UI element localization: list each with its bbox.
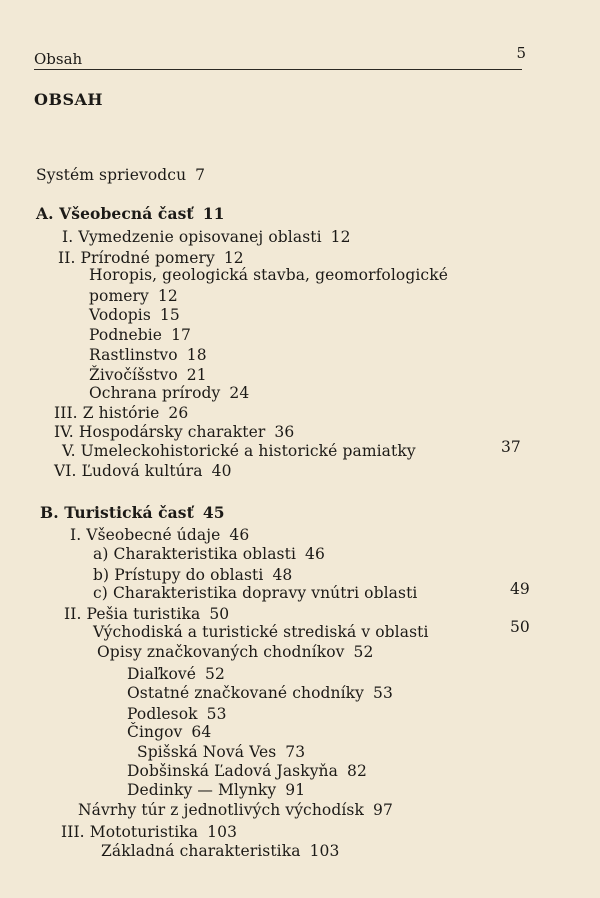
toc-section: B. Turistická časť 45 bbox=[40, 503, 225, 522]
toc-entry: Živočíšstvo 21 bbox=[89, 366, 207, 384]
toc-section: A. Všeobecná časť 11 bbox=[36, 204, 225, 223]
toc-entry: Návrhy túr z jednotlivých východísk 97 bbox=[78, 801, 393, 819]
toc-entry: b) Prístupy do oblasti 48 bbox=[93, 566, 293, 584]
toc-page-number: 50 bbox=[510, 618, 530, 636]
toc-entry: Ochrana prírody 24 bbox=[89, 384, 250, 402]
toc-entry: c) Charakteristika dopravy vnútri oblasti bbox=[93, 584, 418, 602]
toc-entry: Diaľkové 52 bbox=[127, 665, 225, 683]
toc-entry: Dobšinská Ľadová Jaskyňa 82 bbox=[127, 762, 367, 780]
running-header bbox=[34, 44, 524, 70]
toc-entry: VI. Ľudová kultúra 40 bbox=[54, 462, 232, 480]
toc-entry: V. Umeleckohistorické a historické pamiatky bbox=[62, 442, 416, 460]
toc-entry: a) Charakteristika oblasti 46 bbox=[93, 545, 325, 563]
toc-entry: Horopis, geologická stavba, geomorfologické bbox=[89, 266, 448, 284]
toc-entry: IV. Hospodársky charakter 36 bbox=[54, 423, 295, 441]
toc-entry: II. Prírodné pomery 12 bbox=[58, 249, 244, 267]
page-title: OBSAH bbox=[34, 90, 104, 109]
header-rule bbox=[34, 69, 522, 70]
toc-entry: I. Vymedzenie opisovanej oblasti 12 bbox=[62, 228, 351, 246]
toc-page-number: 49 bbox=[510, 580, 530, 598]
toc-entry: pomery 12 bbox=[89, 287, 178, 305]
toc-entry: Ostatné značkované chodníky 53 bbox=[127, 684, 393, 702]
toc-page-number: 37 bbox=[501, 438, 521, 456]
toc-entry: III. Mototuristika 103 bbox=[61, 823, 238, 841]
toc-entry: Podnebie 17 bbox=[89, 326, 192, 344]
toc-entry: Systém sprievodcu 7 bbox=[36, 166, 206, 184]
toc-entry: Podlesok 53 bbox=[127, 705, 227, 723]
toc-entry: Opisy značkovaných chodníkov 52 bbox=[97, 643, 374, 661]
toc-entry: Vodopis 15 bbox=[89, 306, 180, 324]
toc-entry: Rastlinstvo 18 bbox=[89, 346, 207, 364]
toc-entry: III. Z histórie 26 bbox=[54, 404, 189, 422]
toc-entry: Dedinky — Mlynky 91 bbox=[127, 781, 306, 799]
toc-entry: Čingov 64 bbox=[127, 723, 212, 741]
toc-entry: Základná charakteristika 103 bbox=[101, 842, 340, 860]
toc-entry: II. Pešia turistika 50 bbox=[64, 605, 230, 623]
header-title: Obsah bbox=[34, 50, 83, 68]
toc-entry: Východiská a turistické strediská v oblasti bbox=[93, 623, 429, 641]
toc-entry: Spišská Nová Ves 73 bbox=[137, 743, 306, 761]
page-number: 5 bbox=[516, 44, 526, 62]
toc-entry: I. Všeobecné údaje 46 bbox=[70, 526, 250, 544]
